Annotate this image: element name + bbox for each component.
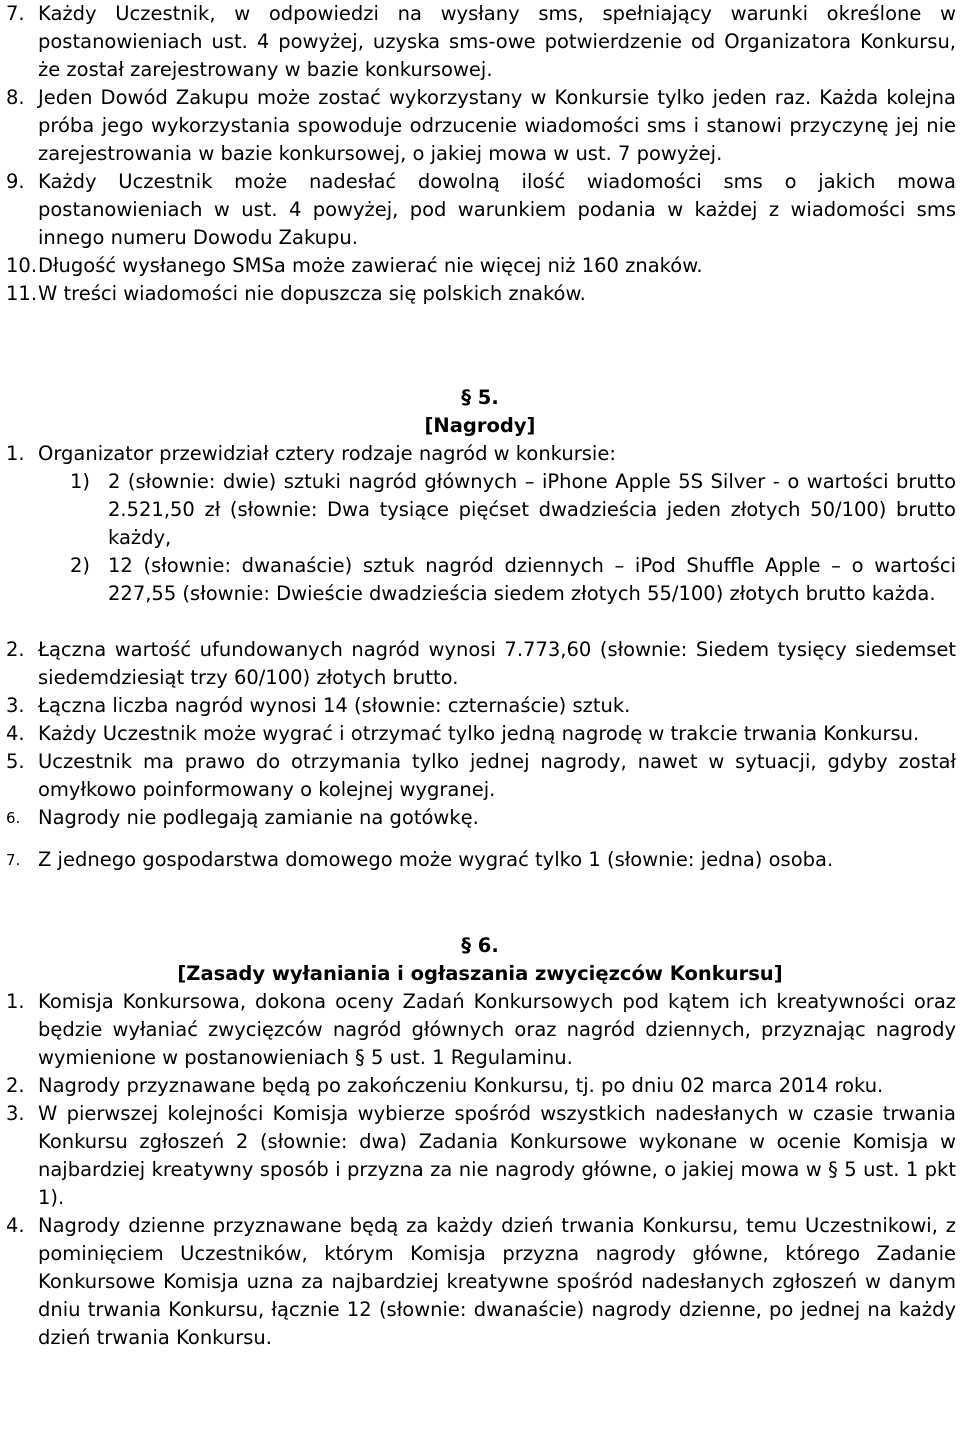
item-text: Uczestnik ma prawo do otrzymania tylko jednej nagrody, nawet w sytuacji, gdyby został omyłkowo poinformowany o kolejnej wygranej. — [38, 750, 956, 801]
sub-item-number: 2) — [70, 554, 91, 577]
item-number: 6. — [6, 809, 21, 827]
item-number: 1. — [6, 990, 25, 1013]
item-text: Każdy Uczestnik może wygrać i otrzymać tylko jedną nagrodę w trakcie trwania Konkursu. — [38, 722, 920, 745]
list-item — [0, 636, 960, 692]
item-text: W pierwszej kolejności Komisja wybierze spośród wszystkich nadesłanych w czasie trwania Konkursu zgłoszeń 2 (słownie: dwa) Zadania Konkursowe wykonane w ocenie Komisja w najbardziej kreatywny sposób i przyzna za nie nagrody główne, o jakiej mowa w § 5 ust. 1 pkt 1). — [38, 1102, 956, 1209]
list-top — [0, 0, 960, 308]
section-title: [Nagrody] — [424, 414, 536, 437]
item-number: 7. — [6, 2, 25, 25]
item-number: 3. — [6, 1102, 25, 1125]
item-number: 7. — [6, 851, 21, 869]
item-text: W treści wiadomości nie dopuszcza się polskich znaków. — [38, 282, 586, 305]
list-item — [0, 988, 960, 1072]
list-item — [0, 720, 960, 748]
item-number: 10. — [6, 254, 38, 277]
item-text: Łączna liczba nagród wynosi 14 (słownie: czternaście) sztuk. — [38, 694, 631, 717]
list-item — [0, 252, 960, 280]
item-number: 4. — [6, 1214, 25, 1237]
list-item — [0, 1212, 960, 1352]
list-item — [0, 84, 960, 168]
section-number: § 6. — [461, 934, 499, 957]
item-number: 11. — [6, 282, 38, 305]
sub-item-text: 12 (słownie: dwanaście) sztuk nagród dziennych – iPod Shuffle Apple – o wartości 227,55 (słownie: Dwieście dwadzieścia siedem złotych 55/100) złotych brutto każda. — [108, 554, 956, 605]
list-item — [0, 1072, 960, 1100]
list-item — [0, 280, 960, 308]
item-text: Z jednego gospodarstwa domowego może wygrać tylko 1 (słownie: jedna) osoba. — [38, 848, 834, 871]
item-text: Każdy Uczestnik może nadesłać dowolną ilość wiadomości sms o jakich mowa postanowieniach w ust. 4 powyżej, pod warunkiem podania w każdej z wiadomości sms innego numeru Dowodu Zakupu. — [38, 170, 956, 249]
sub-item-number: 1) — [70, 470, 91, 493]
section-5 — [0, 384, 960, 874]
item-text: Nagrody przyznawane będą po zakończeniu Konkursu, tj. po dniu 02 marca 2014 roku. — [38, 1074, 884, 1097]
section-6 — [0, 932, 960, 1352]
item-number: 2. — [6, 638, 25, 661]
sub-item-text: 2 (słownie: dwie) sztuki nagród głównych – iPhone Apple 5S Silver - o wartości brutto 2.521,50 zł (słownie: Dwa tysiące pięćset dwadzieścia jeden złotych 50/100) brutto każdy, — [108, 470, 956, 549]
list-item — [0, 692, 960, 720]
item-text: Komisja Konkursowa, dokona oceny Zadań Konkursowych pod kątem ich kreatywności oraz będzie wyłaniać zwycięzców nagród głównych oraz nagród dziennych, przyznając nagrody wymienione w postanowieniach § 5 ust. 1 Regulaminu. — [38, 990, 956, 1069]
sub-item — [0, 468, 960, 552]
item-text: Jeden Dowód Zakupu może zostać wykorzystany w Konkursie tylko jeden raz. Każda kolejna próba jego wykorzystania spowoduje odrzucenie wiadomości sms i stanowi przyczynę jej nie zarejestrowania w bazie konkursowej, o jakiej mowa w ust. 7 powyżej. — [38, 86, 956, 165]
section-number: § 5. — [461, 386, 499, 409]
item-number: 5. — [6, 750, 25, 773]
list-item — [0, 168, 960, 252]
list-item — [0, 846, 960, 874]
item-text: Długość wysłanego SMSa może zawierać nie więcej niż 160 znaków. — [38, 254, 703, 277]
list-item — [0, 804, 960, 832]
item-number: 8. — [6, 86, 25, 109]
item-text: Każdy Uczestnik, w odpowiedzi na wysłany sms, spełniający warunki określone w postanowieniach ust. 4 powyżej, uzyska sms-owe potwierdzenie od Organizatora Konkursu, że został zarejestrowany w bazie konkursowej. — [38, 2, 956, 81]
item-number: 4. — [6, 722, 25, 745]
item-number: 2. — [6, 1074, 25, 1097]
item-number: 1. — [6, 442, 25, 465]
item-text: Łączna wartość ufundowanych nagród wynosi 7.773,60 (słownie: Siedem tysięcy siedemset siedemdziesiąt trzy 60/100) złotych brutto. — [38, 638, 956, 689]
list-item — [0, 0, 960, 84]
section-title: [Zasady wyłaniania i ogłaszania zwycięzców Konkursu] — [177, 962, 783, 985]
item-text: Nagrody nie podlegają zamianie na gotówkę. — [38, 806, 479, 829]
spacer — [0, 608, 960, 636]
item-text: Nagrody dzienne przyznawane będą za każdy dzień trwania Konkursu, temu Uczestnikowi, z pominięciem Uczestników, którym Komisja przyzna nagrody główne, którego Zadanie Konkursowe Komisja uzna za najbardziej kreatywne spośród nadesłanych zgłoszeń w danym dniu trwania Konkursu, łącznie 12 (słownie: dwanaście) nagrody dzienne, po jednej na każdy dzień trwania Konkursu. — [38, 1214, 956, 1349]
list-item — [0, 1100, 960, 1212]
sub-item — [0, 552, 960, 608]
list-item — [0, 748, 960, 804]
item-number: 9. — [6, 170, 25, 193]
item-number: 3. — [6, 694, 25, 717]
list-item — [0, 440, 960, 468]
item-text: Organizator przewidział cztery rodzaje nagród w konkursie: — [38, 442, 616, 465]
